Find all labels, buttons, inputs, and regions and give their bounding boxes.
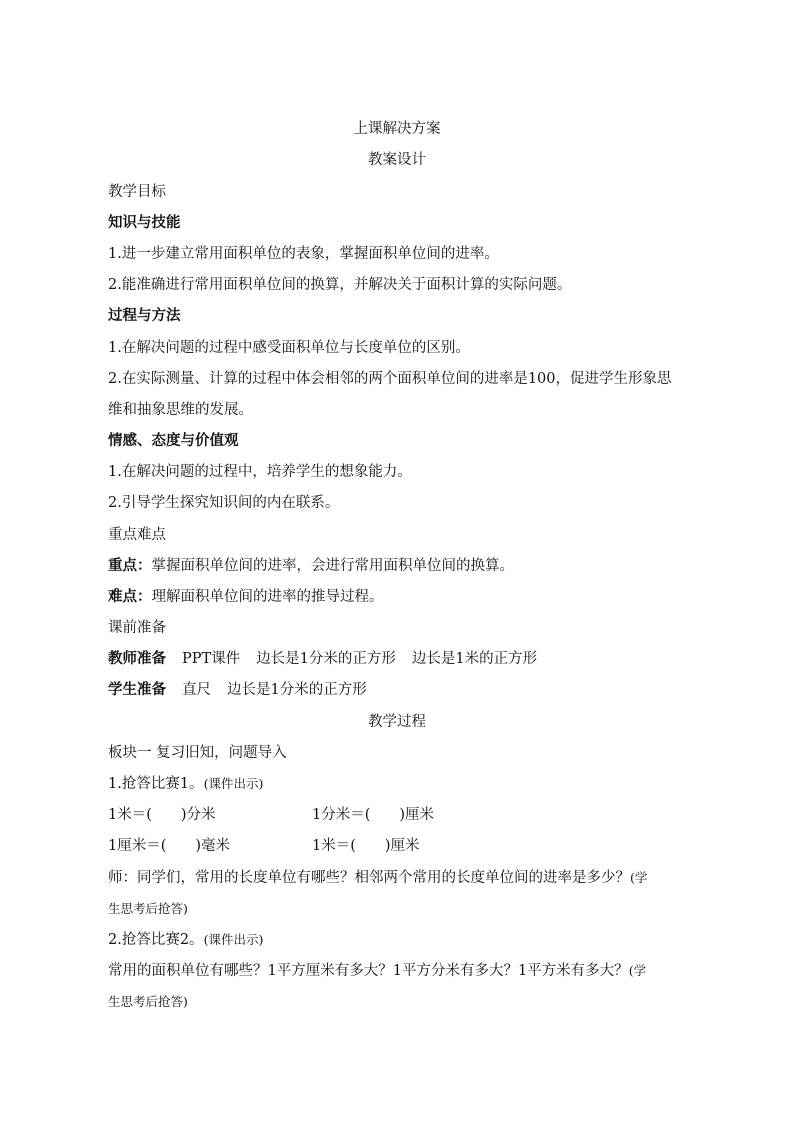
contest-1-line [108, 774, 263, 794]
difficulty-line [108, 587, 384, 607]
section-heading-prep: 课前准备 [108, 620, 166, 636]
teacher-question-line-1 [108, 868, 647, 888]
section-heading-goals: 教学目标 [108, 184, 166, 200]
student-prep-label: 学生准备 [108, 681, 166, 698]
teacher-prep-item: PPT课件 [182, 651, 241, 667]
contest-2-line [108, 930, 263, 950]
subheading-emotion: 情感、态度与价值观 [108, 432, 239, 449]
teacher-prep-label: 教师准备 [108, 650, 166, 667]
process-item-2-line-2: 维和抽象思维的发展。 [108, 402, 253, 418]
exercise-row-2-left: 1厘米＝( )毫米 [108, 838, 231, 854]
block-1-heading: 板块一 复习旧知，问题导入 [108, 745, 287, 761]
knowledge-item-2: 2.能准确进行常用面积单位间的换算，并解决关于面积计算的实际问题。 [108, 277, 572, 293]
difficulty-text: 理解面积单位间的进率的推导过程。 [151, 589, 384, 605]
exercise-row-1-right: 1分米＝( )厘米 [312, 807, 435, 823]
area-question-line-2: 生思考后抢答) [108, 994, 188, 1009]
student-prep-item: 直尺 [182, 682, 211, 698]
contest-2-note: (课件出示) [203, 932, 264, 947]
document-subtitle: 教案设计 [368, 152, 426, 168]
area-question-note: (学 [628, 963, 647, 978]
focus-label: 重点： [108, 557, 152, 574]
exercise-row-2-right: 1米＝( )厘米 [312, 838, 420, 854]
process-item-1: 1.在解决问题的过程中感受面积单位与长度单位的区别。 [108, 340, 470, 356]
procedure-heading: 教学过程 [368, 714, 426, 730]
teacher-question-note: (学 [630, 870, 648, 885]
focus-line [108, 556, 514, 576]
student-prep-item: 边长是1分米的正方形 [227, 682, 367, 698]
document-title: 上课解决方案 [353, 121, 441, 137]
emotion-item-1: 1.在解决问题的过程中，培养学生的想象能力。 [108, 464, 412, 480]
contest-2-label: 2.抢答比赛2。 [108, 932, 204, 948]
exercise-row-1-left: 1米＝( )分米 [108, 807, 216, 823]
emotion-item-2: 2.引导学生探究知识间的内在联系。 [108, 495, 340, 511]
student-prep-line [108, 680, 367, 700]
difficulty-label: 难点： [108, 588, 152, 605]
subheading-knowledge: 知识与技能 [108, 214, 181, 231]
area-question-line-1 [108, 961, 646, 981]
contest-1-note: (课件出示) [203, 776, 264, 791]
teacher-prep-line [108, 649, 537, 669]
teacher-question-line-2: 生思考后抢答) [108, 901, 188, 916]
area-question-text: 常用的面积单位有哪些？1平方厘米有多大？1平方分米有多大？1平方米有多大？ [108, 963, 629, 979]
focus-text: 掌握面积单位间的进率，会进行常用面积单位间的换算。 [151, 558, 514, 574]
contest-1-label: 1.抢答比赛1。 [108, 776, 204, 792]
process-item-2-line-1: 2.在实际测量、计算的过程中体会相邻的两个面积单位间的进率是100，促进学生形象思 [108, 371, 672, 387]
knowledge-item-1: 1.进一步建立常用面积单位的表象，掌握面积单位间的进率。 [108, 246, 499, 262]
section-heading-key: 重点难点 [108, 527, 166, 543]
teacher-question-text: 师：同学们，常用的长度单位有哪些？相邻两个常用的长度单位间的进率是多少？ [108, 870, 630, 886]
teacher-prep-item: 边长是1米的正方形 [411, 651, 538, 667]
teacher-prep-item: 边长是1分米的正方形 [256, 651, 396, 667]
subheading-process: 过程与方法 [108, 307, 181, 324]
